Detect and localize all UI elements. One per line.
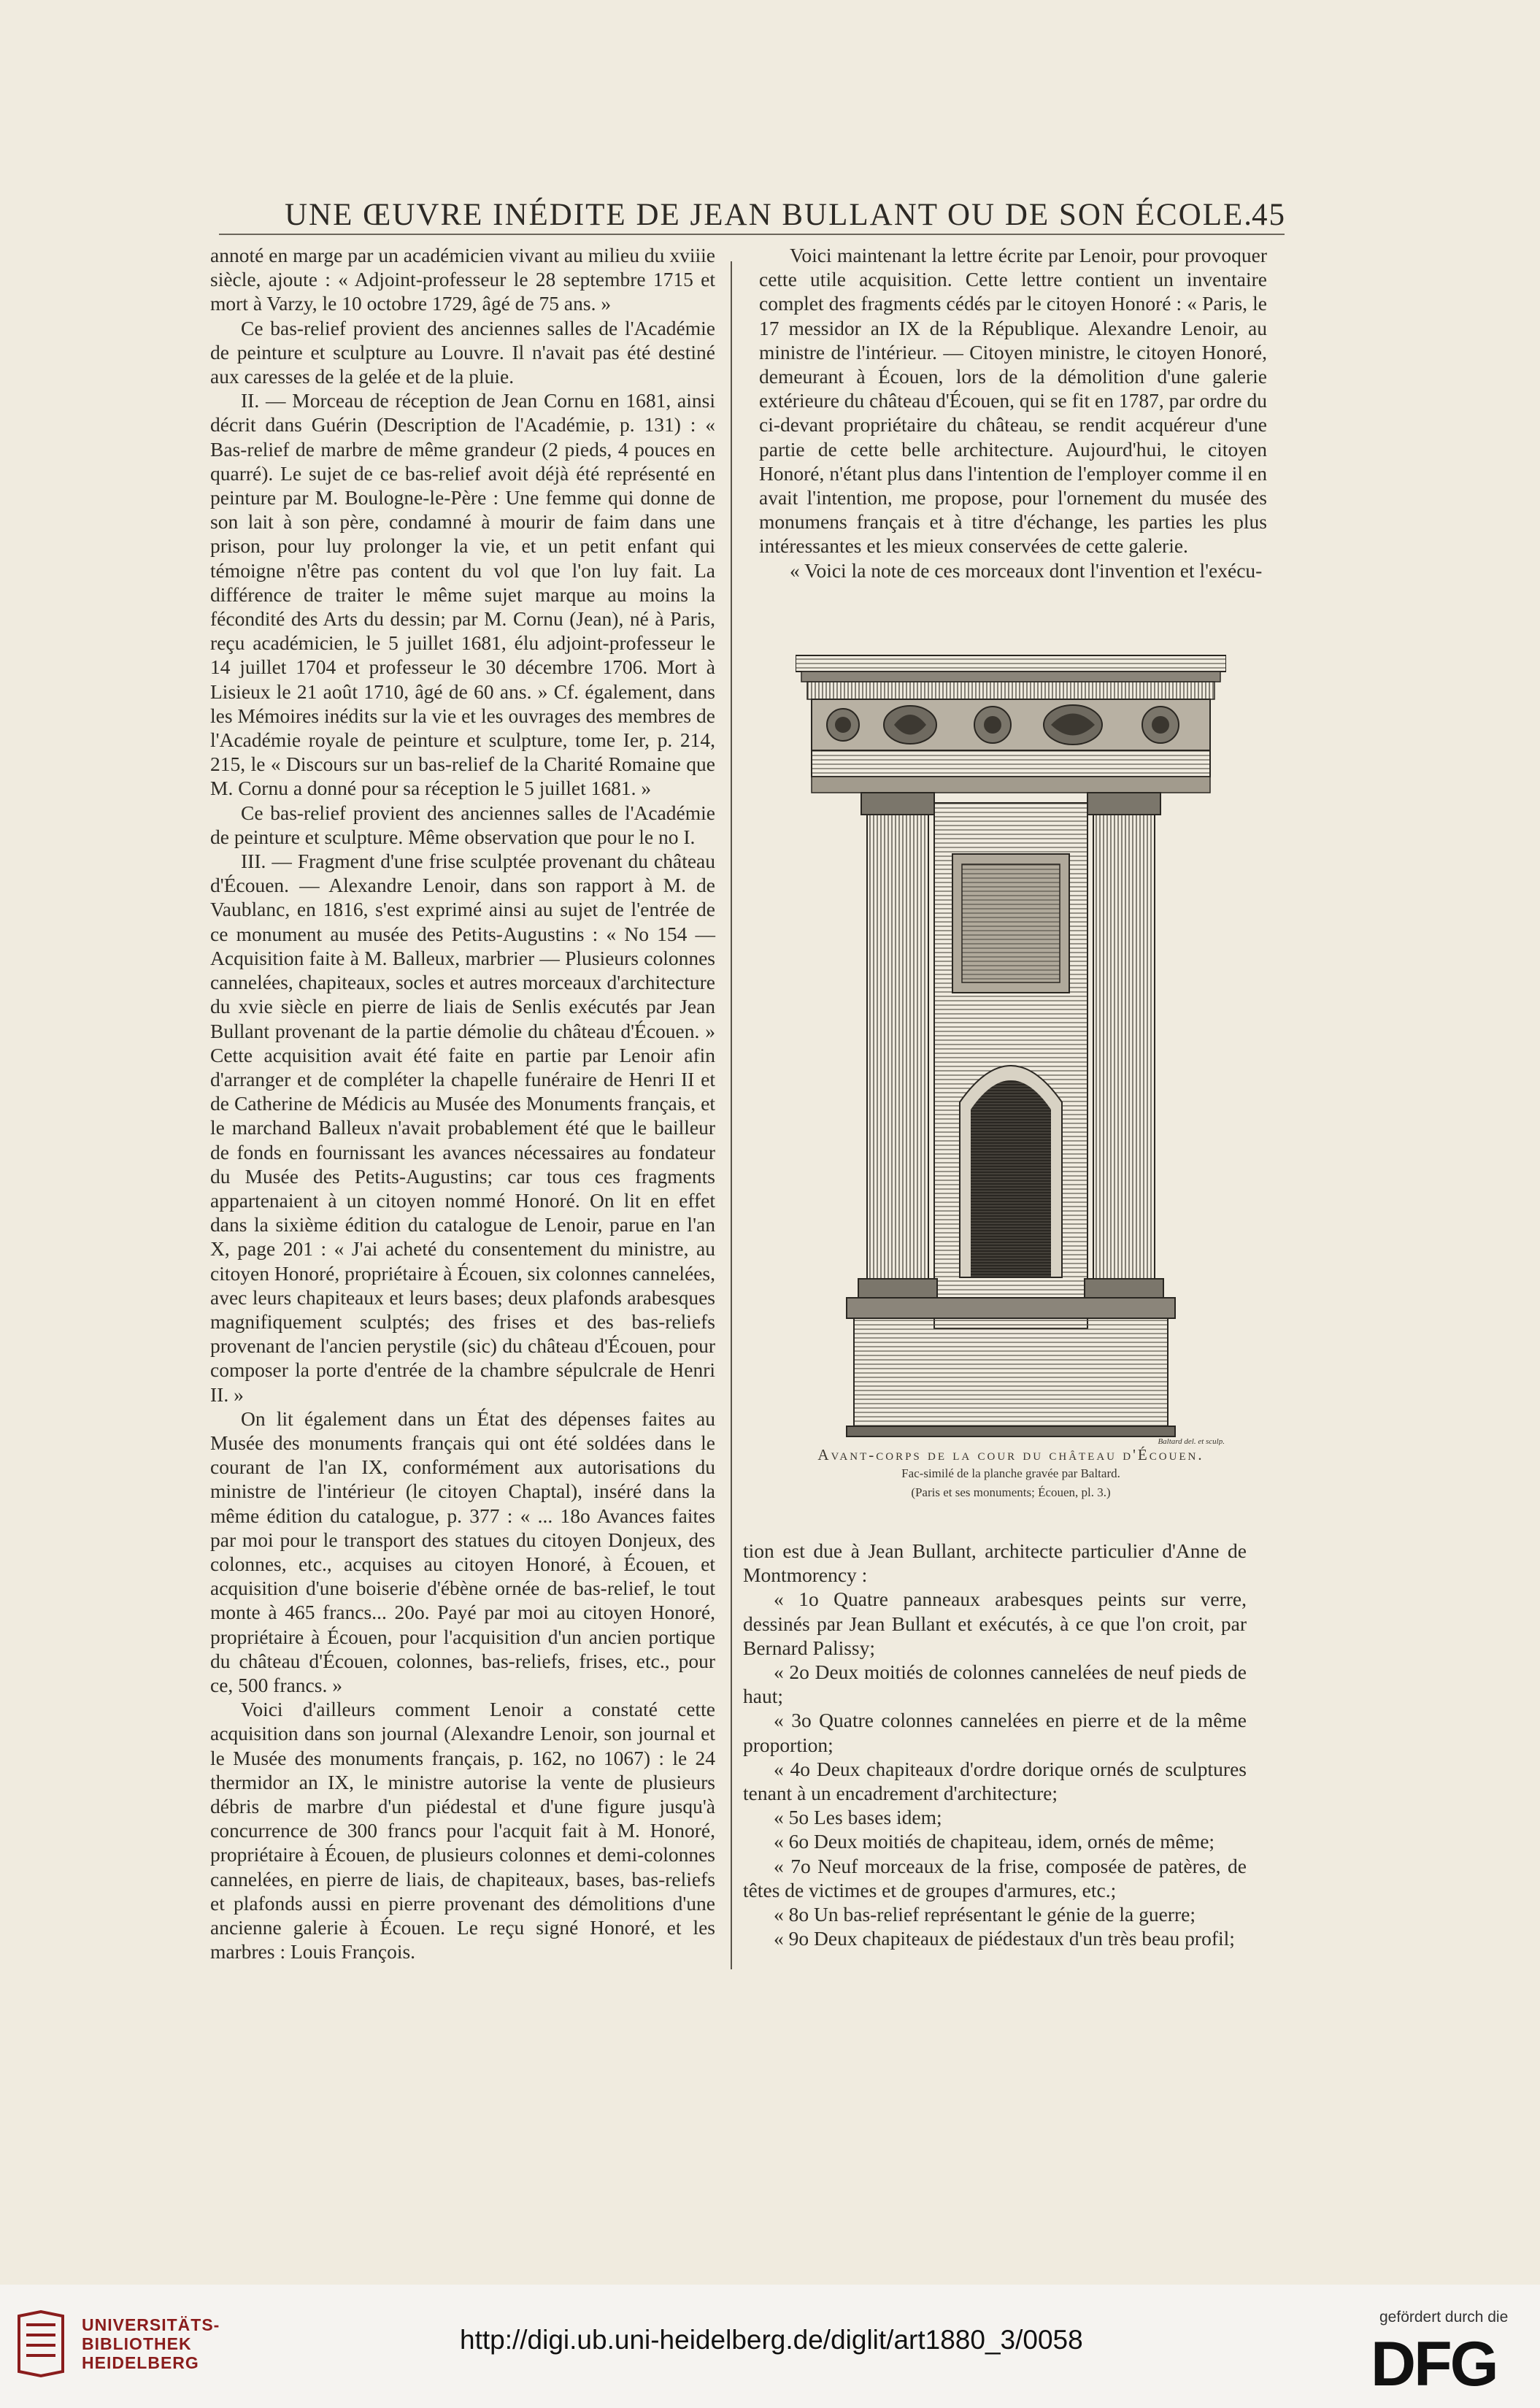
- library-name-line: HEIDELBERG: [82, 2353, 199, 2372]
- paragraph: tion est due à Jean Bullant, architecte particulier d'Anne de Montmorency :: [743, 1539, 1247, 1587]
- list-item: « 1o Quatre panneaux arabesques peints sur verre, dessinés par Jean Bullant et exécutés, à ce que l'on croit, par Bernard Palissy;: [743, 1588, 1247, 1659]
- list-item: « 9o Deux chapiteaux de piédestaux d'un très beau profil;: [774, 1927, 1235, 1950]
- library-name[interactable]: [82, 2315, 220, 2372]
- list-item: « 7o Neuf morceaux de la frise, composée de patères, de têtes de victimes et de groupes d'armures, etc.;: [743, 1854, 1247, 1901]
- library-name-line: BIBLIOTHEK: [82, 2334, 192, 2353]
- paragraph: « Voici la note de ces morceaux dont l'invention et l'exécu-: [790, 558, 1263, 582]
- paragraph: Ce bas-relief provient des anciennes salles de l'Académie de peinture et sculpture. Même observation que pour le no I.: [210, 801, 715, 848]
- paragraph: Voici d'ailleurs comment Lenoir a constaté cette acquisition dans son journal (Alexandre Lenoir, son journal et le Musée des monuments français, p. 162, no 1067) : le 24 thermidor an IX, le ministre autorise la vente de plusieurs débris de marbre d'un piédestal et d'une figure jusqu'à concurrence de 300 francs pour l'acquit fait à M. Honoré, propriétaire à Écouen, de plusieurs colonnes et demi-colonnes cannelées, en pierre de liais, de chapiteaux, bases, bas-reliefs et plafonds aussi en pierre provenant des démolitions d'une ancienne galerie à Écouen. Le reçu signé Honoré, et les marbres : Louis François.: [210, 1698, 715, 1963]
- right-column-top: [759, 243, 1267, 582]
- caption-title: Avant-corps de la cour du château d'Écouen.: [817, 1446, 1204, 1463]
- funding-label: gefördert durch die: [1379, 2309, 1509, 2326]
- engraving-figure: [796, 635, 1226, 1445]
- paragraph: Voici maintenant la lettre écrite par Lenoir, pour provoquer cette utile acquisition. Cette lettre contient un inventaire complet des fragments cédés par le citoyen Honoré : « Paris, le 17 messidor an IX de la République. Alexandre Lenoir, au ministre de l'intérieur. — Citoyen ministre, le citoyen Honoré, demeurant à Écouen, lors de la démolition d'une galerie extérieure du château d'Écouen, qui se fit en 1787, par ordre du ci-devant propriétaire du château, se rendit acquéreur d'une partie de cette belle architecture. Aujourd'hui, le citoyen Honoré, n'étant plus dans l'intention de l'employer comme il en avait l'intention, me propose, pour l'ornement du musée des monumens français et à titre d'échange, les parties les plus intéressantes et les mieux conservées de cette galerie.: [759, 244, 1267, 558]
- engraver-signature: Baltard del. et sculp.: [1158, 1437, 1225, 1445]
- left-column: [210, 243, 715, 1963]
- university-library-logo-icon: [13, 2310, 69, 2377]
- caption-line: Fac-similé de la planche gravée par Baltard.: [901, 1466, 1120, 1480]
- figure-caption: [759, 1445, 1263, 1502]
- caption-source: (Paris et ses monuments; Écouen, pl. 3.): [911, 1485, 1111, 1499]
- list-item: « 8o Un bas-relief représentant le génie de la guerre;: [774, 1903, 1196, 1926]
- running-head-title: UNE ŒUVRE INÉDITE DE JEAN BULLANT OU DE SON ÉCOLE.: [285, 198, 1253, 232]
- list-item: « 5o Les bases idem;: [774, 1806, 942, 1829]
- column-divider: [731, 261, 732, 1969]
- paragraph: Ce bas-relief provient des anciennes salles de l'Académie de peinture et sculpture au Louvre. Il n'avait pas été destiné aux caresses de la gelée et de la pluie.: [210, 316, 715, 388]
- dfg-logo-icon[interactable]: DFG: [1371, 2329, 1497, 2399]
- list-item: « 6o Deux moitiés de chapiteau, idem, ornés de même;: [774, 1830, 1215, 1853]
- paragraph: On lit également dans un État des dépenses faites au Musée des monuments français qui ont été soldées dans le courant de l'an IX, conformément aux autorisations du ministre de l'intérieur (le citoyen Chaptal), inséré dans la même édition du catalogue, p. 377 : « ... 18o Avances faites par moi pour le transport des statues du citoyen Donjeux, des colonnes, etc., acquises au citoyen Honoré, à Écouen, et acquisition d'une boiserie d'ébène ornée de bas-relief, le tout monte à 465 francs... 20o. Payé par moi au citoyen Honoré, propriétaire à Écouen, pour l'acquisition d'un ancien portique du château d'Écouen, colonnes, bas-reliefs, frises, etc., pour ce, 500 francs. »: [210, 1407, 715, 1696]
- library-name-line: UNIVERSITÄTS-: [82, 2315, 220, 2334]
- paragraph: II. — Morceau de réception de Jean Cornu en 1681, ainsi décrit dans Guérin (Description de l'Académie, p. 131) : « Bas-relief de marbre de même grandeur (2 pieds, 4 pouces en quarré). Le sujet de ce bas-relief avoit déjà été représenté en peinture par M. Boulogne-le-Père : Une femme qui donne de son lait à son père, condamné à mourir de faim dans une prison, pour luy prolonger la vie, et un petit enfant qui témoigne n'être pas content du vol que l'on luy fait. La différence de traiter le même sujet marque au moins la fécondité des Arts du dessin; par M. Cornu (Jean), né à Paris, reçu académicien, le 5 juillet 1681, élu adjoint-professeur le 14 juillet 1704 et professeur le 30 décembre 1706. Mort à Lisieux le 21 août 1710, âgé de 60 ans. » Cf. également, dans les Mémoires inédits sur la vie et les ouvrages des membres de l'Académie royale de peinture et sculpture, tome Ier, p. 214, 215, le « Discours sur un bas-relief de la Charité Romaine que M. Cornu a donné pour sa réception le 5 juillet 1681. »: [210, 389, 715, 800]
- right-column-bottom: [743, 1539, 1247, 1950]
- list-item: « 3o Quatre colonnes cannelées en pierre et de la même proportion;: [743, 1709, 1247, 1756]
- permalink-url[interactable]: http://digi.ub.uni-heidelberg.de/diglit/art1880_3/0058: [460, 2325, 1083, 2355]
- paragraph: annoté en marge par un académicien vivant au milieu du xviiie siècle, ajoute : « Adjoint-professeur le 28 septembre 1715 et mort à Varzy, le 10 octobre 1729, âgé de 75 ans. »: [210, 244, 715, 315]
- list-item: « 2o Deux moitiés de colonnes cannelées de neuf pieds de haut;: [743, 1661, 1247, 1708]
- paragraph: III. — Fragment d'une frise sculptée provenant du château d'Écouen. — Alexandre Lenoir, dans son rapport à M. de Vaublanc, en 1816, s'est exprimé ainsi au sujet de l'entrée de ce monument au musée des Petits-Augustins : « No 154 — Acquisition faite à M. Balleux, marbrier — Plusieurs colonnes cannelées, chapiteaux, socles et autres morceaux d'architecture du xvie siècle en pierre de liais de Senlis exécutés par Jean Bullant provenant de la partie démolie du château d'Écouen. » Cette acquisition avait été faite en partie par Lenoir afin d'arranger et de compléter la chapelle funéraire de Henri II et de Catherine de Médicis au Musée des Monuments français, et le marchand Balleux n'avait probablement été que le bailleur de fonds en fournissant les avances nécessaires au fondateur du Musée des Petits-Augustins; car tous ces fragments appartenaient à un citoyen nommé Honoré. On lit en effet dans la sixième édition du catalogue de Lenoir, parue en l'an X, page 201 : « J'ai acheté du consentement du ministre, au citoyen Honoré, propriétaire à Écouen, six colonnes cannelées, avec leurs chapiteaux et leurs bases; deux plafonds arabesques magnifiquement sculptés; des frises et des bas-reliefs provenant de l'ancien perystile (sic) du château d'Écouen, pour composer la porte d'entrée de la chambre sépulcrale de Henri II. »: [210, 850, 715, 1406]
- page-number: 45: [1252, 198, 1286, 232]
- architecture-engraving: [796, 635, 1226, 1445]
- running-head: [285, 197, 1285, 233]
- list-item: « 4o Deux chapiteaux d'ordre dorique ornés de sculptures tenant à un encadrement d'architecture;: [743, 1757, 1247, 1805]
- header-rule: [219, 234, 1285, 235]
